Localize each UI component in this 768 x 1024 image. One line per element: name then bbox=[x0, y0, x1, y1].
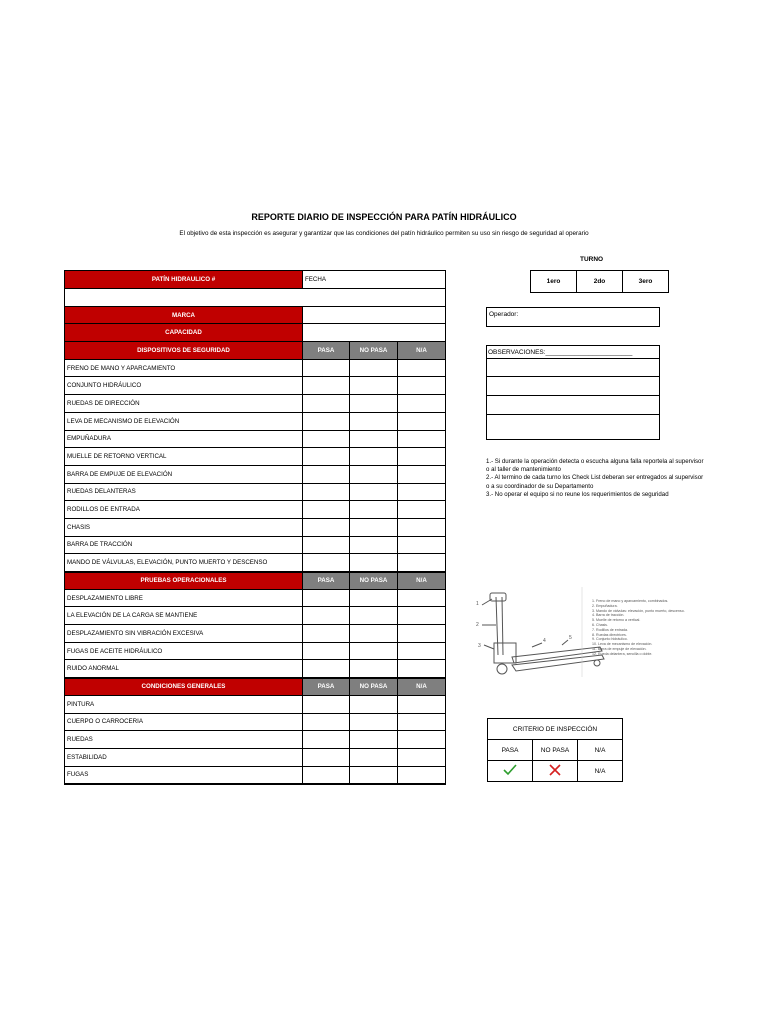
legend-item: 4. Barra de tracción. bbox=[592, 613, 625, 618]
na-cell[interactable] bbox=[398, 430, 446, 448]
turno-table bbox=[530, 270, 669, 293]
inspection-item-label: CUERPO O CARROCERIA bbox=[65, 713, 303, 731]
inspection-item-label: RUEDAS DELANTERAS bbox=[65, 483, 303, 501]
turno-label: TURNO bbox=[580, 256, 604, 263]
pasa-cell[interactable] bbox=[303, 536, 350, 554]
observaciones-label: OBSERVACIONES:________________________ bbox=[488, 349, 633, 356]
no-pasa-cell[interactable] bbox=[350, 554, 398, 572]
table-row bbox=[65, 501, 446, 519]
inspection-item-label: BARRA DE TRACCIÓN bbox=[65, 536, 303, 554]
inspection-item-label: EMPUÑADURA bbox=[65, 430, 303, 448]
table-row bbox=[65, 660, 446, 678]
table-row bbox=[65, 430, 446, 448]
criterio-na-header: N/A bbox=[578, 740, 623, 761]
no-pasa-cell[interactable] bbox=[350, 731, 398, 749]
no-pasa-cell[interactable] bbox=[350, 660, 398, 678]
na-cell[interactable] bbox=[398, 713, 446, 731]
pasa-cell[interactable] bbox=[303, 766, 350, 784]
table-row bbox=[65, 554, 446, 572]
table-row bbox=[65, 359, 446, 377]
legend-item: 2. Empuñadura. bbox=[592, 603, 618, 608]
no-pasa-cell[interactable] bbox=[350, 377, 398, 395]
na-cell[interactable] bbox=[398, 501, 446, 519]
marca-field[interactable] bbox=[303, 306, 446, 324]
na-cell[interactable] bbox=[398, 642, 446, 660]
pasa-cell[interactable] bbox=[303, 695, 350, 713]
table-row bbox=[65, 748, 446, 766]
no-pasa-cell[interactable] bbox=[350, 695, 398, 713]
report-subtitle: El objetivo de esta inspección es asegurar y garantizar que las condiciones del patín hidráulico permiten su uso sin riesgo de seguridad al operario bbox=[179, 230, 589, 237]
turno-option-1[interactable]: 1ero bbox=[531, 271, 577, 293]
table-row bbox=[65, 695, 446, 713]
inspection-item-label: MUELLE DE RETORNO VERTICAL bbox=[65, 448, 303, 466]
capacidad-label: CAPACIDAD bbox=[65, 324, 303, 342]
pasa-cell[interactable] bbox=[303, 430, 350, 448]
pasa-cell[interactable] bbox=[303, 748, 350, 766]
pasa-cell[interactable] bbox=[303, 483, 350, 501]
no-pasa-cell[interactable] bbox=[350, 766, 398, 784]
column-header: N/A bbox=[398, 678, 446, 696]
observaciones-line bbox=[487, 414, 659, 415]
inspection-item-label: CONJUNTO HIDRÁULICO bbox=[65, 377, 303, 395]
na-cell[interactable] bbox=[398, 395, 446, 413]
no-pasa-cell[interactable] bbox=[350, 518, 398, 536]
no-pasa-cell[interactable] bbox=[350, 483, 398, 501]
svg-text:2: 2 bbox=[476, 622, 479, 628]
note-2: 2.- Al termino de cada turno los Check List deberan ser entregados al supervisor o a su coordinador de su Departamento bbox=[486, 474, 704, 490]
checkmark-icon bbox=[503, 764, 517, 776]
pasa-cell[interactable] bbox=[303, 448, 350, 466]
pasa-cell[interactable] bbox=[303, 359, 350, 377]
inspection-item-label: LA ELEVACIÓN DE LA CARGA SE MANTIENE bbox=[65, 607, 303, 625]
table-row bbox=[65, 766, 446, 784]
inspection-table bbox=[64, 270, 446, 785]
turno-option-2[interactable]: 2do bbox=[577, 271, 623, 293]
legend-item: 7. Rodillos de entrada. bbox=[592, 627, 628, 632]
legend-item: 10. Leva de mecanismo de elevación. bbox=[592, 642, 653, 647]
inspection-item-label: ESTABILIDAD bbox=[65, 748, 303, 766]
pasa-cell[interactable] bbox=[303, 625, 350, 643]
na-cell[interactable] bbox=[398, 554, 446, 572]
marca-label: MARCA bbox=[65, 306, 303, 324]
na-cell[interactable] bbox=[398, 625, 446, 643]
na-cell[interactable] bbox=[398, 518, 446, 536]
table-row bbox=[65, 589, 446, 607]
turno-option-3[interactable]: 3ero bbox=[623, 271, 669, 293]
no-pasa-cell[interactable] bbox=[350, 625, 398, 643]
column-header: PASA bbox=[303, 342, 350, 360]
observaciones-line bbox=[487, 376, 659, 377]
inspection-item-label: RUEDAS DE DIRECCIÓN bbox=[65, 395, 303, 413]
blank-row bbox=[65, 288, 446, 306]
pasa-cell[interactable] bbox=[303, 395, 350, 413]
pasa-cell[interactable] bbox=[303, 589, 350, 607]
pasa-cell[interactable] bbox=[303, 607, 350, 625]
svg-text:3: 3 bbox=[478, 643, 481, 649]
sections-body bbox=[65, 342, 446, 784]
no-pasa-cell[interactable] bbox=[350, 448, 398, 466]
pallet-jack-diagram bbox=[472, 585, 700, 680]
na-cell[interactable] bbox=[398, 359, 446, 377]
operador-label: Operador: bbox=[489, 311, 519, 318]
svg-text:4: 4 bbox=[543, 638, 546, 644]
pasa-cell[interactable] bbox=[303, 518, 350, 536]
no-pasa-cell[interactable] bbox=[350, 359, 398, 377]
inspection-item-label: RUIDO ANORMAL bbox=[65, 660, 303, 678]
svg-text:5: 5 bbox=[569, 635, 572, 641]
na-cell[interactable] bbox=[398, 377, 446, 395]
na-cell[interactable] bbox=[398, 412, 446, 430]
column-header: PASA bbox=[303, 572, 350, 590]
pasa-cell[interactable] bbox=[303, 731, 350, 749]
section-header: CONDICIONES GENERALES bbox=[65, 678, 303, 696]
column-header: PASA bbox=[303, 678, 350, 696]
table-row bbox=[65, 625, 446, 643]
inspection-item-label: BARRA DE EMPUJE DE ELEVACIÓN bbox=[65, 465, 303, 483]
no-pasa-cell[interactable] bbox=[350, 607, 398, 625]
inspection-item-label: PINTURA bbox=[65, 695, 303, 713]
section-header: PRUEBAS OPERACIONALES bbox=[65, 572, 303, 590]
table-row bbox=[65, 412, 446, 430]
pasa-cell[interactable] bbox=[303, 660, 350, 678]
no-pasa-cell[interactable] bbox=[350, 748, 398, 766]
notes bbox=[486, 458, 706, 499]
column-header: NO PASA bbox=[350, 678, 398, 696]
column-header: NO PASA bbox=[350, 572, 398, 590]
legend-item: 5. Muelle de retorno a vertical. bbox=[592, 618, 641, 623]
no-pasa-cell[interactable] bbox=[350, 589, 398, 607]
na-cell[interactable] bbox=[398, 607, 446, 625]
inspection-item-label: MANDO DE VÁLVULAS, ELEVACIÓN, PUNTO MUERTO Y DESCENSO bbox=[65, 554, 303, 572]
inspection-item-label: FUGAS DE ACEITE HIDRÁULICO bbox=[65, 642, 303, 660]
pasa-cell[interactable] bbox=[303, 465, 350, 483]
patin-number-label: PATÍN HIDRAULICO # bbox=[65, 271, 303, 289]
na-cell[interactable] bbox=[398, 536, 446, 554]
pasa-cell[interactable] bbox=[303, 501, 350, 519]
inspection-item-label: RUEDAS bbox=[65, 731, 303, 749]
pasa-cell[interactable] bbox=[303, 377, 350, 395]
x-mark-icon bbox=[548, 764, 562, 776]
check-icon bbox=[488, 761, 533, 782]
na-cell[interactable] bbox=[398, 731, 446, 749]
criterio-title: CRITERIO DE INSPECCIÓN bbox=[488, 719, 623, 740]
operador-field[interactable] bbox=[486, 307, 660, 327]
no-pasa-cell[interactable] bbox=[350, 412, 398, 430]
note-1: 1.- Si durante la operación detecta o escucha alguna falla reportela al supervisor o al taller de mantenimiento bbox=[486, 458, 704, 474]
no-pasa-cell[interactable] bbox=[350, 430, 398, 448]
table-row bbox=[65, 731, 446, 749]
table-row bbox=[65, 465, 446, 483]
legend-item: 8. Ruedas directrices. bbox=[592, 632, 627, 637]
table-row bbox=[65, 518, 446, 536]
criterio-pasa-header: PASA bbox=[488, 740, 533, 761]
criterio-na-value: N/A bbox=[578, 761, 623, 782]
criterio-nopasa-header: NO PASA bbox=[533, 740, 578, 761]
report-title: REPORTE DIARIO DE INSPECCIÓN PARA PATÍN HIDRÁULICO bbox=[251, 212, 517, 222]
fecha-field[interactable]: FECHA bbox=[303, 271, 446, 289]
na-cell[interactable] bbox=[398, 748, 446, 766]
no-pasa-cell[interactable] bbox=[350, 465, 398, 483]
section-header: DISPOSITIVOS DE SEGURIDAD bbox=[65, 342, 303, 360]
table-row bbox=[65, 448, 446, 466]
table-row bbox=[65, 377, 446, 395]
legend-item: 9. Conjunto hidráulico. bbox=[592, 637, 628, 642]
na-cell[interactable] bbox=[398, 660, 446, 678]
inspection-item-label: LEVA DE MECANISMO DE ELEVACIÓN bbox=[65, 412, 303, 430]
table-row bbox=[65, 713, 446, 731]
column-header: N/A bbox=[398, 572, 446, 590]
pasa-cell[interactable] bbox=[303, 642, 350, 660]
pasa-cell[interactable] bbox=[303, 412, 350, 430]
pasa-cell[interactable] bbox=[303, 713, 350, 731]
cross-icon bbox=[533, 761, 578, 782]
column-header: N/A bbox=[398, 342, 446, 360]
no-pasa-cell[interactable] bbox=[350, 501, 398, 519]
pasa-cell[interactable] bbox=[303, 554, 350, 572]
no-pasa-cell[interactable] bbox=[350, 536, 398, 554]
inspection-item-label: RODILLOS DE ENTRADA bbox=[65, 501, 303, 519]
no-pasa-cell[interactable] bbox=[350, 395, 398, 413]
criterio-table bbox=[487, 718, 623, 782]
diagram-legend bbox=[592, 599, 685, 657]
observaciones-line bbox=[487, 358, 659, 359]
na-cell[interactable] bbox=[398, 766, 446, 784]
observaciones-box[interactable] bbox=[486, 345, 660, 440]
note-3: 3.- No operar el equipo si no reune los requerimientos de seguridad bbox=[486, 490, 669, 498]
table-row bbox=[65, 642, 446, 660]
inspection-item-label: CHASIS bbox=[65, 518, 303, 536]
column-header: NO PASA bbox=[350, 342, 398, 360]
inspection-item-label: FRENO DE MANO Y APARCAMIENTO bbox=[65, 359, 303, 377]
na-cell[interactable] bbox=[398, 589, 446, 607]
na-cell[interactable] bbox=[398, 483, 446, 501]
no-pasa-cell[interactable] bbox=[350, 713, 398, 731]
table-row bbox=[65, 607, 446, 625]
table-row bbox=[65, 536, 446, 554]
inspection-item-label: FUGAS bbox=[65, 766, 303, 784]
capacidad-field[interactable] bbox=[303, 324, 446, 342]
legend-item: 1. Freno de mano y aparcamiento, combinados. bbox=[592, 599, 669, 603]
inspection-item-label: DESPLAZAMIENTO SIN VIBRACIÓN EXCESIVA bbox=[65, 625, 303, 643]
observaciones-line bbox=[487, 395, 659, 396]
na-cell[interactable] bbox=[398, 465, 446, 483]
inspection-item-label: DESPLAZAMIENTO LIBRE bbox=[65, 589, 303, 607]
na-cell[interactable] bbox=[398, 448, 446, 466]
no-pasa-cell[interactable] bbox=[350, 642, 398, 660]
legend-item: 3. Mando de válvulas: elevación, punto muerto, descenso. bbox=[592, 608, 685, 613]
table-row bbox=[65, 395, 446, 413]
legend-item: 11. Barra de empuje de elevación. bbox=[592, 646, 647, 651]
legend-item: 6. Chasis. bbox=[592, 622, 608, 627]
na-cell[interactable] bbox=[398, 695, 446, 713]
legend-item: 12. Rueda delantera, sencilla o doble. bbox=[592, 651, 653, 656]
table-row bbox=[65, 483, 446, 501]
svg-text:1: 1 bbox=[476, 601, 479, 607]
